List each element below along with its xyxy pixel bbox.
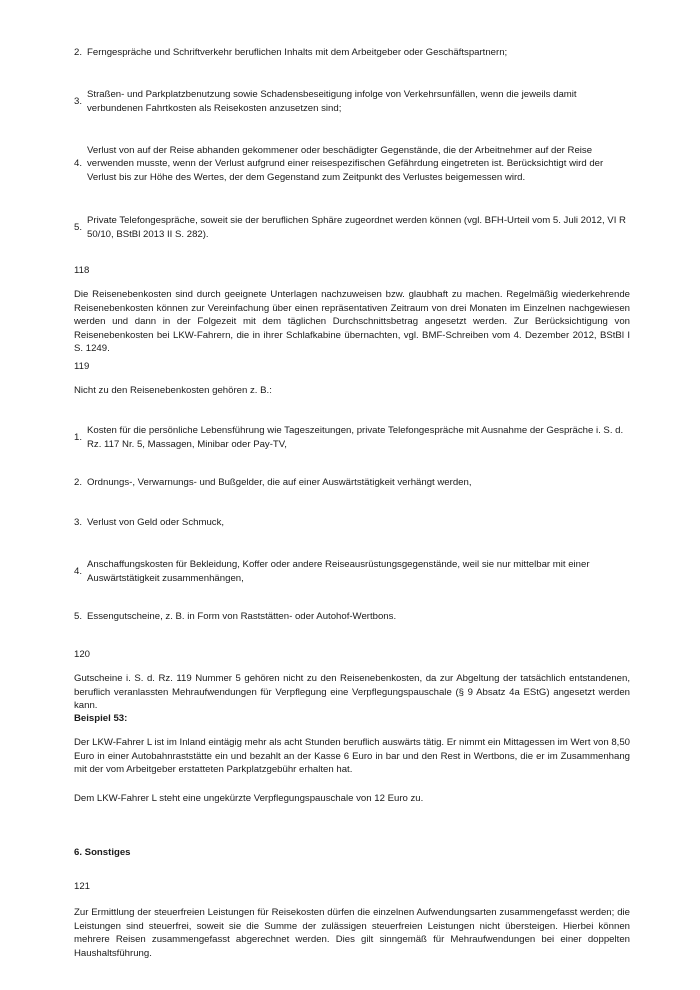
list-item-number: 3. xyxy=(74,517,83,528)
list-item xyxy=(74,46,634,60)
margin-number-120: 120 xyxy=(74,649,91,660)
paragraph-120: Gutscheine i. S. d. Rz. 119 Nummer 5 gehören nicht zu den Reisenebenkosten, da zur Abgeltung der tatsächlich entstandenen, beruflich veranlassten Mehraufwendungen für Verpflegung eine Verpflegungspauschale (§ 9 Absatz 4a EStG) angesetzt werden kann. xyxy=(74,673,630,712)
example-result: Dem LKW-Fahrer L steht eine ungekürzte Verpflegungspauschale von 12 Euro zu. xyxy=(74,793,424,804)
list-item xyxy=(74,136,634,192)
list-item-text: Ferngespräche und Schriftverkehr beruflichen Inhalts mit dem Arbeitgeber oder Geschäftspartnern; xyxy=(87,47,508,58)
list-item-text: Essengutscheine, z. B. in Form von Raststätten- oder Autohof-Wertbons. xyxy=(87,611,397,622)
list-item-number: 4. xyxy=(74,158,83,170)
list-item-text: Ordnungs-, Verwarnungs- und Bußgelder, die auf einer Auswärtstätigkeit verhängt werden, xyxy=(87,477,472,488)
margin-number-118: 118 xyxy=(74,265,90,276)
list-item xyxy=(74,82,634,122)
section-heading: 6. Sonstiges xyxy=(74,847,131,858)
list-item-number: 5. xyxy=(74,222,83,234)
example-title: Beispiel 53: xyxy=(74,713,128,724)
list-item-number: 2. xyxy=(74,47,83,58)
list-item-number: 4. xyxy=(74,566,83,578)
list-item-number: 5. xyxy=(74,611,83,622)
list-item-number: 1. xyxy=(74,432,83,444)
list-item xyxy=(74,418,634,458)
list-item-text: Straßen- und Parkplatzbenutzung sowie Schadensbeseitigung infolge von Verkehrsunfällen, wenn die jeweils damit verbundenen Fahrtkosten als Reisekosten anzusetzen sind; xyxy=(87,89,577,114)
list-item xyxy=(74,610,634,624)
list-item xyxy=(74,516,634,530)
list-item-text: Private Telefongespräche, soweit sie der beruflichen Sphäre zugeordnet werden können (vgl. BFH-Urteil vom 5. Juli 2012, VI R 50/10, BStBl 2013 II S. 282). xyxy=(87,215,626,240)
list-item-text: Anschaffungskosten für Bekleidung, Koffer oder andere Reiseausrüstungsgegenstände, weil sie nur mittelbar mit einer Auswärtstätigkeit zusammenhängen, xyxy=(87,559,590,584)
list-item xyxy=(74,476,634,490)
paragraph-118: Die Reisenebenkosten sind durch geeignete Unterlagen nachzuweisen bzw. glaubhaft zu machen. Regelmäßig wiederkehrende Reisenebenkosten können zur Vereinfachung über einen repräsentativen Zeitraum von drei Monaten im Einzelnen nachgewiesen werden und dann in der Folgezeit mit dem täglichen Durchschnittsbetrag angesetzt werden. Zur Berücksichtigung von Reisenebenkosten bei LKW-Fahrern, die in ihrer Schlafkabine übernachten, vgl. BMF-Schreiben vom 4. Dezember 2012, BStBl I S. 1249. xyxy=(74,289,630,355)
paragraph-119-intro: Nicht zu den Reisenebenkosten gehören z. B.: xyxy=(74,385,272,396)
margin-number-119: 119 xyxy=(74,361,90,372)
list-item-text: Kosten für die persönliche Lebensführung wie Tageszeitungen, private Telefongespräche mit Ausnahme der Gespräche i. S. d. Rz. 117 Nr. 5, Massagen, Minibar oder Pay-TV, xyxy=(87,425,624,450)
example-text: Der LKW-Fahrer L ist im Inland eintägig mehr als acht Stunden beruflich auswärts tätig. Er nimmt ein Mittagessen im Wert von 8,50 Euro in einer Autobahnraststätte ein und bezahlt an der Kasse 6 Euro in bar und den Rest in Wertbons, die er im Zusammenhang mit der vom Arbeitgeber erstatteten Parkplatzgebühr erhalten hat. xyxy=(74,737,630,776)
list-item-number: 3. xyxy=(74,96,83,108)
margin-number-121: 121 xyxy=(74,881,91,892)
list-item xyxy=(74,552,634,592)
list-item-number: 2. xyxy=(74,477,83,488)
list-item-text: Verlust von auf der Reise abhanden gekommener oder beschädigter Gegenstände, die der Arbeitnehmer auf der Reise verwenden musste, wenn der Verlust aufgrund einer reisespezifischen Gefährdung eingetreten ist. Berücksichtigt wird der Verlust bis zur Höhe des Wertes, der dem Gegenstand zum Zeitpunkt des Verlustes beigemessen wird. xyxy=(87,144,604,183)
list-item xyxy=(74,208,634,248)
list-item-text: Verlust von Geld oder Schmuck, xyxy=(87,517,225,528)
paragraph-121: Zur Ermittlung der steuerfreien Leistungen für Reisekosten dürfen die einzelnen Aufwendungsarten zusammengefasst werden; die Leistungen sind steuerfrei, soweit sie die Summe der zulässigen steuerfreien Leistungen nicht übersteigen. Hierbei können mehrere Reisen zusammengefasst abgerechnet werden. Dies gilt sinngemäß für Mehraufwendungen bei einer doppelten Haushaltsführung. xyxy=(74,907,630,959)
